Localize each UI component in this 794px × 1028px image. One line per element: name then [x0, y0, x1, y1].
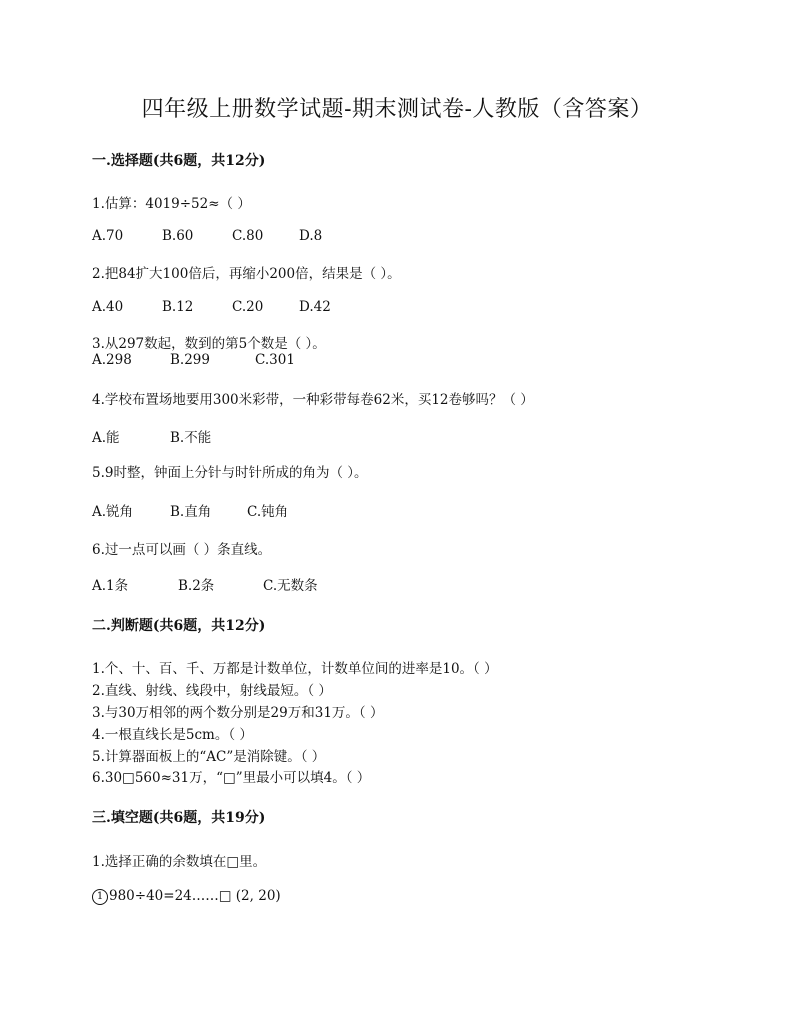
section-heading-fill: 三.填空题(共6题，共19分) — [92, 810, 266, 826]
option-b: B.直角 — [170, 504, 212, 520]
circled-number-1: 1 — [92, 889, 108, 905]
option-d: D.8 — [299, 228, 323, 244]
judge-item-1: 1.个、十、百、千、万都是计数单位，计数单位间的进率是10。（ ） — [92, 661, 498, 677]
option-a: A.70 — [92, 228, 124, 244]
question-3: 3.从297数起，数到的第5个数是（ ）。 — [92, 336, 326, 352]
fill-question-1-part-1-text: 980÷40=24……□ (2, 20) — [109, 888, 281, 904]
section-heading-judge: 二.判断题(共6题，共12分) — [92, 618, 266, 634]
question-6: 6.过一点可以画（ ）条直线。 — [92, 542, 272, 558]
option-d: D.42 — [299, 299, 331, 315]
option-c: C.80 — [232, 228, 264, 244]
option-b: B.60 — [162, 228, 194, 244]
option-a: A.锐角 — [92, 504, 134, 520]
option-c: C.钝角 — [247, 504, 289, 520]
option-a: A.40 — [92, 299, 124, 315]
judge-item-4: 4.一根直线长是5cm。（ ） — [92, 727, 253, 743]
judge-item-3: 3.与30万相邻的两个数分别是29万和31万。（ ） — [92, 705, 384, 721]
fill-question-1: 1.选择正确的余数填在□里。 — [92, 854, 267, 870]
option-c: C.无数条 — [263, 578, 318, 594]
option-a: A.1条 — [92, 578, 129, 594]
page-title: 四年级上册数学试题-期末测试卷-人教版（含答案） — [141, 97, 653, 122]
question-1: 1.估算：4019÷52≈（ ） — [92, 196, 251, 212]
judge-item-2: 2.直线、射线、线段中，射线最短。（ ） — [92, 683, 332, 699]
question-4: 4.学校布置场地要用300米彩带，一种彩带每卷62米，买12卷够吗？（ ） — [92, 392, 534, 408]
option-c: C.301 — [255, 352, 295, 368]
option-b: B.299 — [170, 352, 210, 368]
option-b: B.2条 — [178, 578, 215, 594]
judge-item-6: 6.30□560≈31万，“□”里最小可以填4。（ ） — [92, 770, 371, 786]
question-2: 2.把84扩大100倍后，再缩小200倍，结果是（ ）。 — [92, 266, 401, 282]
option-a: A.能 — [92, 430, 120, 446]
option-b: B.不能 — [170, 430, 212, 446]
section-heading-choice: 一.选择题(共6题，共12分) — [92, 153, 266, 169]
option-c: C.20 — [232, 299, 264, 315]
option-b: B.12 — [162, 299, 194, 315]
question-5: 5.9时整，钟面上分针与时针所成的角为（ ）。 — [92, 465, 368, 481]
fill-question-1-part-1 — [92, 888, 281, 905]
judge-item-5: 5.计算器面板上的“AC”是消除键。（ ） — [92, 749, 326, 765]
option-a: A.298 — [92, 352, 132, 368]
